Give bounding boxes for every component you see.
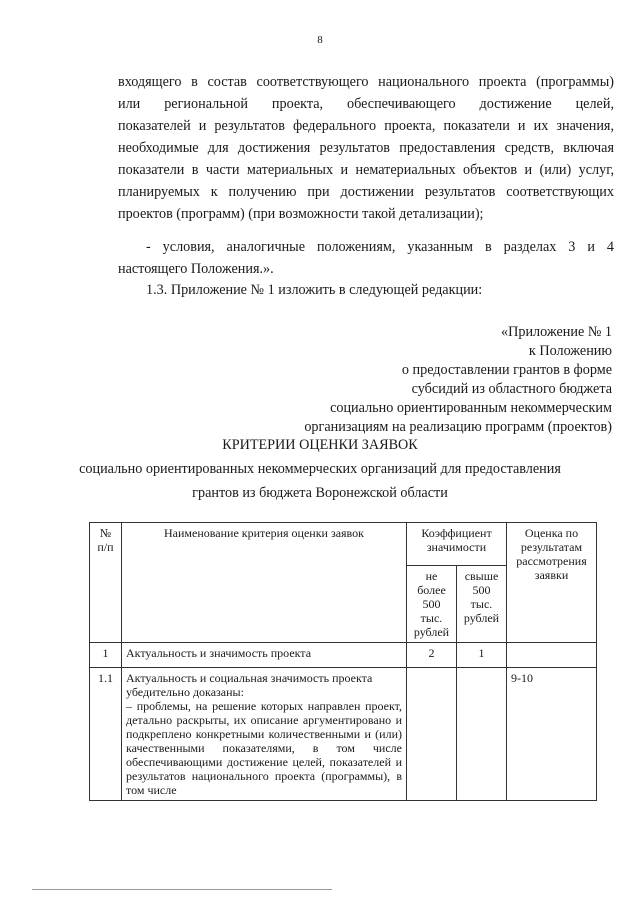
paragraph-2 xyxy=(118,236,614,280)
text-line: необходимые для достижения результатов предоставления средств, включая xyxy=(118,140,614,156)
row-coef-a: 2 xyxy=(407,643,457,668)
row-eval: 9-10 xyxy=(507,668,597,801)
row-coef-b xyxy=(457,668,507,801)
row-name-cell xyxy=(122,668,407,801)
criteria-subtitle: грантов из бюджета Воронежской области xyxy=(192,485,448,501)
paragraph-3: 1.3. Приложение № 1 изложить в следующей редакции: xyxy=(146,282,483,298)
paragraph-1 xyxy=(118,71,614,225)
appendix-line: субсидий из областного бюджета xyxy=(411,381,612,397)
header-coef-a: не более 500 тыс. рублей xyxy=(407,566,457,643)
appendix-line: «Приложение № 1 xyxy=(501,324,612,340)
header-name: Наименование критерия оценки заявок xyxy=(122,523,407,643)
table-header-row xyxy=(90,523,597,566)
row-description: – проблемы, на решение которых направлен проект, детально раскрыты, их описание аргументировано и подкреплено конкретными количественными и (или) качественными показателями, в том числе обеспечивающими достижение целей, показателей и результатов национального проекта (программы), в том числе xyxy=(126,699,402,797)
criteria-subtitle: социально ориентированных некоммерческих организаций для предоставления xyxy=(79,461,561,477)
text-line: - условия, аналогичные положениям, указанным в разделах 3 и 4 xyxy=(146,239,614,255)
text-line: показателей и результатов федерального проекта, показатели и их значения, xyxy=(118,118,614,134)
row-num: 1 xyxy=(90,643,122,668)
text-line: настоящего Положения.». xyxy=(118,261,274,277)
row-name: Актуальность и социальная значимость проекта убедительно доказаны: xyxy=(126,671,373,699)
appendix-reference xyxy=(304,323,612,437)
text-line: проектов (программ) (при возможности такой детализации); xyxy=(118,206,484,222)
header-coef: Коэффициент значимости xyxy=(407,523,507,566)
table-row xyxy=(90,668,597,801)
criteria-table xyxy=(89,522,597,801)
bottom-rule xyxy=(32,889,332,890)
row-name: Актуальность и значимость проекта xyxy=(122,643,407,668)
appendix-line: социально ориентированным некоммерческим xyxy=(330,400,612,416)
header-coef-b: свыше 500 тыс. рублей xyxy=(457,566,507,643)
criteria-title: КРИТЕРИИ ОЦЕНКИ ЗАЯВОК xyxy=(222,437,418,453)
text-line: или региональной проекта, обеспечивающего достижение целей, xyxy=(118,96,614,112)
page-number: 8 xyxy=(317,34,323,46)
text-line: входящего в состав соответствующего национального проекта (программы) xyxy=(118,74,614,90)
row-coef-b: 1 xyxy=(457,643,507,668)
appendix-line: организациям на реализацию программ (проектов) xyxy=(304,419,612,435)
row-eval xyxy=(507,643,597,668)
text-line: планируемых к получению при достижении результатов соответствующих xyxy=(118,184,614,200)
header-eval: Оценка по результатам рассмотрения заявки xyxy=(507,523,597,643)
table-row xyxy=(90,643,597,668)
row-coef-a xyxy=(407,668,457,801)
appendix-line: к Положению xyxy=(528,343,612,359)
appendix-line: о предоставлении грантов в форме xyxy=(401,362,612,378)
row-num: 1.1 xyxy=(90,668,122,801)
text-line: показатели в части материальных и нематериальных объектов и (или) услуг, xyxy=(118,162,614,178)
header-num: № п/п xyxy=(90,523,122,643)
